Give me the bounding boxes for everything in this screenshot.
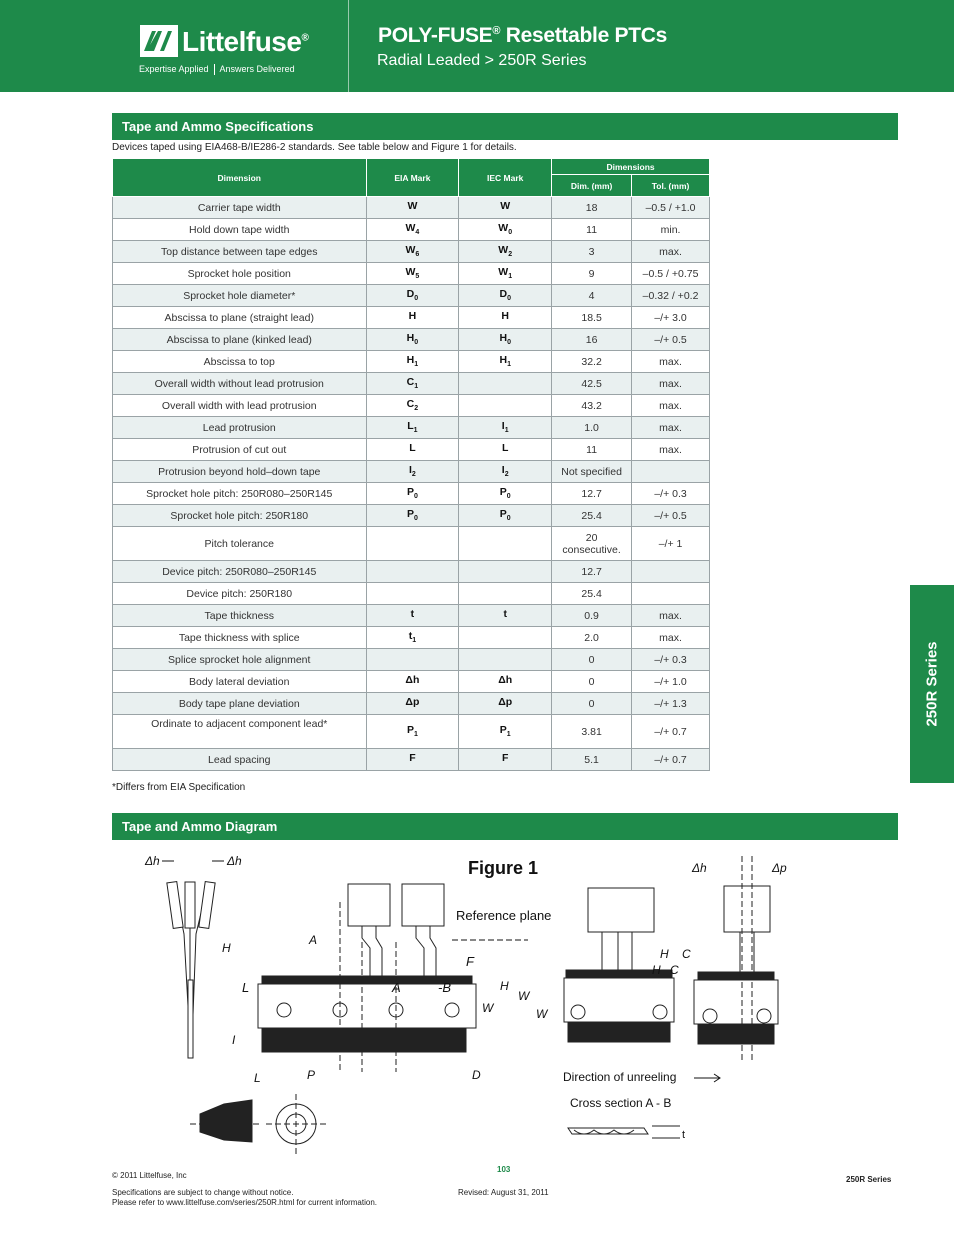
label-dp: Δp <box>772 861 787 875</box>
label-l1: L <box>254 1071 261 1085</box>
cell-eia-mark: F <box>366 749 459 771</box>
table-row <box>113 671 710 693</box>
table-row <box>113 263 710 285</box>
cell-dim-mm: 0 <box>552 671 632 693</box>
table-row <box>113 197 710 219</box>
cell-dimension: Carrier tape width <box>113 197 367 219</box>
cell-dim-mm: 32.2 <box>552 351 632 373</box>
label-l: L <box>242 980 250 995</box>
table-row <box>113 351 710 373</box>
cell-dimension: Device pitch: 250R180 <box>113 583 367 605</box>
cell-iec-mark: t <box>459 605 552 627</box>
table-row <box>113 417 710 439</box>
cell-eia-mark: Δp <box>366 693 459 715</box>
label-dh-right: Δh <box>227 854 242 868</box>
cell-iec-mark <box>459 395 552 417</box>
cell-dimension: Sprocket hole diameter* <box>113 285 367 307</box>
cell-iec-mark: $W_1$ <box>459 263 552 285</box>
diagram-section-title: Tape and Ammo Diagram <box>112 813 898 840</box>
cell-tol-mm: –/+ 0.5 <box>632 505 710 527</box>
col-iec-mark: IEC Mark <box>459 159 552 197</box>
footer-series: 250R Series <box>846 1175 892 1184</box>
table-row <box>113 649 710 671</box>
label-d0: D <box>472 1068 481 1082</box>
cell-dimension: Abscissa to plane (straight lead) <box>113 307 367 329</box>
label-f: F <box>466 954 474 969</box>
cell-dimension: Device pitch: 250R080–250R145 <box>113 561 367 583</box>
cell-dim-mm: Not specified <box>552 461 632 483</box>
spec-table <box>112 158 710 771</box>
cell-tol-mm: max. <box>632 417 710 439</box>
cell-iec-mark <box>459 561 552 583</box>
cell-tol-mm: max. <box>632 605 710 627</box>
cell-eia-mark: $P_0$ <box>366 483 459 505</box>
cell-tol-mm: –/+ 0.7 <box>632 715 710 749</box>
cell-eia-mark: $W_4$ <box>366 219 459 241</box>
cell-dim-mm: 25.4 <box>552 505 632 527</box>
cell-tol-mm: –0.5 / +1.0 <box>632 197 710 219</box>
cell-tol-mm: –/+ 0.5 <box>632 329 710 351</box>
cell-iec-mark: $P_0$ <box>459 483 552 505</box>
cell-eia-mark: $P_1$ <box>366 715 459 749</box>
footer-notice-2: Please refer to www.littelfuse.com/series/250R.html for current information. <box>112 1198 377 1207</box>
series-side-tab: 250R Series <box>910 585 954 783</box>
cell-dim-mm: 0 <box>552 649 632 671</box>
table-row <box>113 483 710 505</box>
cell-tol-mm <box>632 561 710 583</box>
cell-eia-mark <box>366 527 459 561</box>
cell-iec-mark: $D_0$ <box>459 285 552 307</box>
cell-eia-mark: $I_2$ <box>366 461 459 483</box>
label-cross-section: Cross section A - B <box>570 1096 672 1110</box>
label-p0: P <box>307 1068 316 1082</box>
littelfuse-logo-icon <box>140 25 178 57</box>
cell-iec-mark: $W_2$ <box>459 241 552 263</box>
cell-eia-mark: $W_5$ <box>366 263 459 285</box>
cell-iec-mark: Δh <box>459 671 552 693</box>
cell-dimension: Protrusion of cut out <box>113 439 367 461</box>
label-reference-plane: Reference plane <box>456 908 552 923</box>
cell-iec-mark <box>459 627 552 649</box>
label-h1-right: H <box>660 947 669 961</box>
cell-dimension: Tape thickness <box>113 605 367 627</box>
logo-tagline: Expertise Applied Answers Delivered <box>139 64 295 74</box>
cell-eia-mark <box>366 561 459 583</box>
cell-eia-mark <box>366 649 459 671</box>
cell-dim-mm: 12.7 <box>552 561 632 583</box>
table-row <box>113 715 710 749</box>
cell-dimension: Body tape plane deviation <box>113 693 367 715</box>
cell-tol-mm: max. <box>632 439 710 461</box>
cell-eia-mark <box>366 583 459 605</box>
table-row <box>113 373 710 395</box>
cell-dim-mm: 1.0 <box>552 417 632 439</box>
cell-tol-mm: –/+ 1.3 <box>632 693 710 715</box>
cell-dim-mm: 3.81 <box>552 715 632 749</box>
cell-iec-mark <box>459 583 552 605</box>
label-w5: W <box>518 989 530 1003</box>
cell-tol-mm: max. <box>632 351 710 373</box>
cell-dimension: Splice sprocket hole alignment <box>113 649 367 671</box>
col-dimensions: Dimensions <box>552 159 710 175</box>
header-divider <box>348 0 349 92</box>
page-subtitle: Radial Leaded > 250R Series <box>377 52 587 69</box>
col-dimension: Dimension <box>113 159 367 197</box>
cell-dim-mm: 42.5 <box>552 373 632 395</box>
page-title: POLY-FUSE® Resettable PTCs <box>378 24 667 47</box>
cell-tol-mm <box>632 583 710 605</box>
label-dh-right-view: Δh <box>692 861 707 875</box>
cell-dimension: Abscissa to top <box>113 351 367 373</box>
cell-iec-mark <box>459 527 552 561</box>
cell-dimension: Overall width with lead protrusion <box>113 395 367 417</box>
cell-dimension: Overall width without lead protrusion <box>113 373 367 395</box>
table-row <box>113 527 710 561</box>
cell-tol-mm: –/+ 1.0 <box>632 671 710 693</box>
cell-eia-mark: $C_2$ <box>366 395 459 417</box>
cell-dim-mm: 18.5 <box>552 307 632 329</box>
right-views <box>564 856 778 1062</box>
cell-tol-mm: max. <box>632 241 710 263</box>
cell-iec-mark <box>459 649 552 671</box>
cell-eia-mark: L <box>366 439 459 461</box>
cell-tol-mm: –0.5 / +0.75 <box>632 263 710 285</box>
table-row <box>113 439 710 461</box>
cell-dimension: Sprocket hole position <box>113 263 367 285</box>
cell-eia-mark: $t_1$ <box>366 627 459 649</box>
cell-tol-mm: –/+ 0.7 <box>632 749 710 771</box>
front-view-components <box>348 884 444 982</box>
cell-dimension: Pitch tolerance <box>113 527 367 561</box>
cell-iec-mark <box>459 373 552 395</box>
cell-iec-mark: $P_0$ <box>459 505 552 527</box>
cell-iec-mark: $H_0$ <box>459 329 552 351</box>
table-row <box>113 241 710 263</box>
cell-eia-mark: $P_0$ <box>366 505 459 527</box>
cell-dim-mm: 18 <box>552 197 632 219</box>
cell-tol-mm: max. <box>632 627 710 649</box>
cell-dim-mm: 16 <box>552 329 632 351</box>
cell-dim-mm: 11 <box>552 439 632 461</box>
cell-eia-mark: t <box>366 605 459 627</box>
cell-iec-mark: $I_1$ <box>459 417 552 439</box>
cell-tol-mm: –/+ 0.3 <box>632 483 710 505</box>
footer-copyright: © 2011 Littelfuse, Inc <box>112 1171 187 1180</box>
cell-dim-mm: 11 <box>552 219 632 241</box>
lead-end-detail <box>190 1094 326 1154</box>
cell-dim-mm: 9 <box>552 263 632 285</box>
label-c2: C <box>670 963 679 977</box>
cell-dim-mm: 5.1 <box>552 749 632 771</box>
cell-dimension: Tape thickness with splice <box>113 627 367 649</box>
cell-tol-mm: –/+ 1 <box>632 527 710 561</box>
label-w: W <box>536 1007 548 1021</box>
label-a: A <box>392 980 401 995</box>
label-c1: C <box>682 947 691 961</box>
col-tol-mm: Tol. (mm) <box>632 175 710 197</box>
cell-eia-mark: $D_0$ <box>366 285 459 307</box>
cell-dim-mm: 43.2 <box>552 395 632 417</box>
spec-section-title: Tape and Ammo Specifications <box>112 113 898 140</box>
label-h-right: H <box>652 963 661 977</box>
cell-dimension: Lead spacing <box>113 749 367 771</box>
table-row <box>113 505 710 527</box>
cell-dim-mm: 20 consecutive. <box>552 527 632 561</box>
label-t: t <box>682 1129 686 1141</box>
cell-eia-mark: $L_1$ <box>366 417 459 439</box>
cell-iec-mark: F <box>459 749 552 771</box>
cell-tol-mm: min. <box>632 219 710 241</box>
label-a1: A <box>309 933 318 947</box>
table-row <box>113 561 710 583</box>
cell-tol-mm: –0.32 / +0.2 <box>632 285 710 307</box>
cell-dimension: Sprocket hole pitch: 250R180 <box>113 505 367 527</box>
cell-dimension: Body lateral deviation <box>113 671 367 693</box>
table-row <box>113 329 710 351</box>
cell-iec-mark: $H_1$ <box>459 351 552 373</box>
cell-dimension: Lead protrusion <box>113 417 367 439</box>
cell-dim-mm: 0 <box>552 693 632 715</box>
logo-wordmark: Littelfuse® <box>182 26 309 57</box>
table-row <box>113 583 710 605</box>
footer-notice-1: Specifications are subject to change without notice. <box>112 1188 294 1197</box>
cell-eia-mark: H <box>366 307 459 329</box>
col-eia-mark: EIA Mark <box>366 159 459 197</box>
cell-iec-mark: H <box>459 307 552 329</box>
cell-dimension: Protrusion beyond hold–down tape <box>113 461 367 483</box>
table-row <box>113 307 710 329</box>
label-h0: H <box>500 979 509 993</box>
cell-iec-mark: L <box>459 439 552 461</box>
cell-dimension: Top distance between tape edges <box>113 241 367 263</box>
cell-tol-mm: –/+ 0.3 <box>632 649 710 671</box>
page-header <box>0 0 954 92</box>
table-row <box>113 749 710 771</box>
cell-eia-mark: $C_1$ <box>366 373 459 395</box>
cell-tol-mm: max. <box>632 373 710 395</box>
label-direction: Direction of unreeling <box>563 1070 677 1084</box>
cell-eia-mark: W <box>366 197 459 219</box>
table-row <box>113 693 710 715</box>
footer-page-number: 103 <box>497 1165 511 1174</box>
table-row <box>113 285 710 307</box>
cross-section-strip <box>568 1126 680 1138</box>
side-view-leads <box>167 882 215 1058</box>
cell-eia-mark: $H_0$ <box>366 329 459 351</box>
cell-dimension: Abscissa to plane (kinked lead) <box>113 329 367 351</box>
cell-dim-mm: 12.7 <box>552 483 632 505</box>
table-row <box>113 605 710 627</box>
cell-eia-mark: $W_6$ <box>366 241 459 263</box>
table-row <box>113 627 710 649</box>
cell-dim-mm: 0.9 <box>552 605 632 627</box>
footer-revised: Revised: August 31, 2011 <box>458 1188 549 1197</box>
label-dh-left: Δh <box>145 854 160 868</box>
cell-tol-mm: max. <box>632 395 710 417</box>
col-dim-mm: Dim. (mm) <box>552 175 632 197</box>
cell-iec-mark: W <box>459 197 552 219</box>
cell-dim-mm: 2.0 <box>552 627 632 649</box>
cell-dimension: Ordinate to adjacent component lead* <box>113 715 367 749</box>
cell-eia-mark: $H_1$ <box>366 351 459 373</box>
table-row <box>113 395 710 417</box>
table-row <box>113 461 710 483</box>
cell-dim-mm: 3 <box>552 241 632 263</box>
cell-iec-mark: Δp <box>459 693 552 715</box>
cell-iec-mark: $W_0$ <box>459 219 552 241</box>
cell-dimension: Hold down tape width <box>113 219 367 241</box>
label-b: -B <box>438 980 451 995</box>
cell-iec-mark: $I_2$ <box>459 461 552 483</box>
cell-dim-mm: 25.4 <box>552 583 632 605</box>
label-i2: I <box>232 1033 236 1047</box>
cell-eia-mark: Δh <box>366 671 459 693</box>
spec-footnote: *Differs from EIA Specification <box>112 782 246 793</box>
cell-tol-mm: –/+ 3.0 <box>632 307 710 329</box>
cell-dim-mm: 4 <box>552 285 632 307</box>
cell-iec-mark: $P_1$ <box>459 715 552 749</box>
figure-label: Figure 1 <box>468 858 539 878</box>
label-w4: W <box>482 1001 494 1015</box>
label-h1: H <box>222 941 231 955</box>
cell-tol-mm <box>632 461 710 483</box>
spec-table-body <box>113 197 710 771</box>
spec-intro: Devices taped using EIA468-B/IE286-2 standards. See table below and Figure 1 for details. <box>112 142 517 153</box>
table-row <box>113 219 710 241</box>
tape-ammo-diagram <box>112 842 898 1162</box>
cell-dimension: Sprocket hole pitch: 250R080–250R145 <box>113 483 367 505</box>
